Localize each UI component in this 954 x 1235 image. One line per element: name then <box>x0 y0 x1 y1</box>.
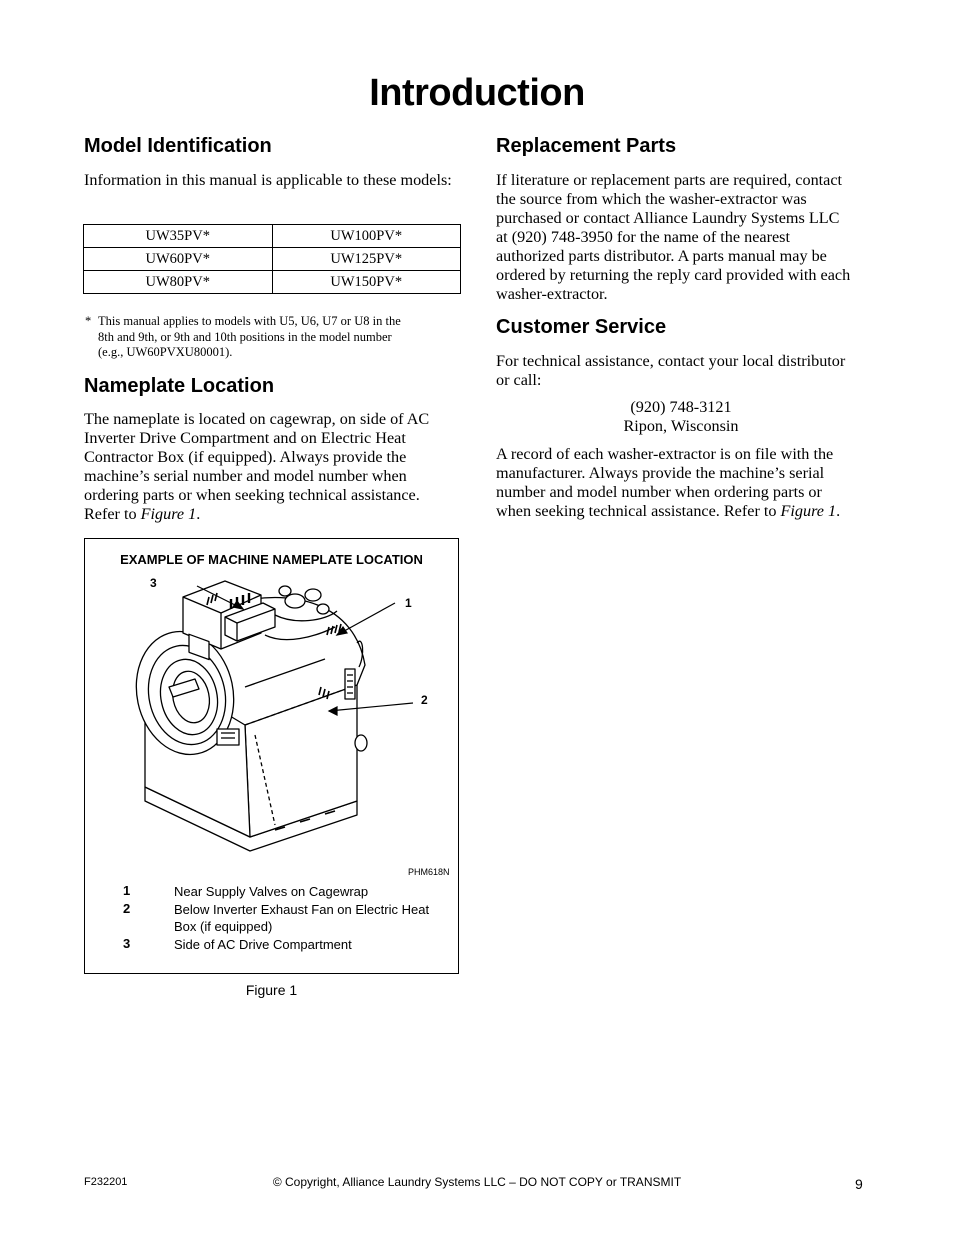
figure-caption: Figure 1 <box>245 982 298 998</box>
legend-number: 1 <box>123 883 131 898</box>
paragraph-line: at (920) 748-3950 for the name of the nearest <box>496 228 790 246</box>
nameplate-location-paragraph <box>84 410 459 524</box>
paragraph-line: The nameplate is located on cagewrap, on side of AC <box>84 410 430 428</box>
callout-1: 1 <box>405 596 412 610</box>
paragraph-line: Contractor Box (if equipped). Always provide the <box>84 448 407 466</box>
figure-reference: Figure 1 <box>140 505 197 523</box>
legend-number: 3 <box>123 936 131 951</box>
table-cell: UW80PV* <box>84 271 273 294</box>
legend-text-line: Below Inverter Exhaust Fan on Electric Heat <box>174 902 430 917</box>
paragraph-line <box>496 502 876 521</box>
paragraph-line: ordered by returning the reply card provided with each <box>496 266 851 284</box>
customer-service-intro <box>496 352 876 390</box>
paragraph-line: Inverter Drive Compartment and on Electric Heat <box>84 429 406 447</box>
table-row <box>84 248 461 271</box>
legend-text: Side of AC Drive Compartment <box>174 937 352 952</box>
customer-service-record <box>496 445 876 521</box>
paragraph-line: number and model number when ordering parts or <box>496 483 822 501</box>
model-identification-heading: Model Identification <box>84 135 272 157</box>
table-cell: UW150PV* <box>272 271 461 294</box>
refer-text: when seeking technical assistance. Refer to <box>496 502 781 520</box>
page-number: 9 <box>855 1176 863 1192</box>
footnote-line: 8th and 9th, or 9th and 10th positions in the model number <box>98 329 392 344</box>
paragraph-line: or call: <box>496 371 542 389</box>
table-cell: UW35PV* <box>84 225 273 248</box>
contact-location: Ripon, Wisconsin <box>623 417 739 435</box>
footnote-line: This manual applies to models with U5, U6, U7 or U8 in the <box>98 314 401 328</box>
legend-item <box>123 901 453 935</box>
replacement-parts-paragraph <box>496 171 876 304</box>
paragraph-line: ordering parts or when seeking technical assistance. <box>84 486 420 504</box>
paragraph-line: authorized parts distributor. A parts manual may be <box>496 247 827 265</box>
paragraph-line: washer-extractor. <box>496 285 608 303</box>
footnote-line: (e.g., UW60PVXU80001). <box>98 345 233 359</box>
table-row <box>84 225 461 248</box>
paragraph-line: For technical assistance, contact your local distributor <box>496 352 846 370</box>
paragraph-line: purchased or contact Alliance Laundry Systems LLC <box>496 209 840 227</box>
legend-text <box>174 901 429 935</box>
legend-number: 2 <box>123 901 131 916</box>
table-row <box>84 271 461 294</box>
model-identification-intro: Information in this manual is applicable to these models: <box>84 171 452 189</box>
doc-number: F232201 <box>84 1176 128 1188</box>
refer-text: Refer to <box>84 505 141 523</box>
paragraph-line <box>84 505 459 524</box>
table-cell: UW100PV* <box>272 225 461 248</box>
table-cell: UW60PV* <box>84 248 273 271</box>
figure-box <box>84 538 459 974</box>
paragraph-line: If literature or replacement parts are required, contact <box>496 171 843 189</box>
legend-item <box>123 936 453 953</box>
paragraph-line: the source from which the washer-extractor was <box>496 190 807 208</box>
nameplate-location-heading: Nameplate Location <box>84 375 275 397</box>
figure-reference: Figure 1 <box>780 502 837 520</box>
paragraph-line: manufacturer. Always provide the machine’s serial <box>496 464 825 482</box>
refer-suffix: . <box>196 505 201 523</box>
legend-item <box>123 883 453 900</box>
legend-text: Near Supply Valves on Cagewrap <box>174 884 369 899</box>
refer-suffix: . <box>836 502 841 520</box>
washer-extractor-illustration <box>125 575 445 861</box>
phone-number: (920) 748-3121 <box>630 398 732 416</box>
legend-text-line: Box (if equipped) <box>174 919 273 934</box>
footnote <box>98 314 458 361</box>
models-table <box>83 224 461 294</box>
table-cell: UW125PV* <box>272 248 461 271</box>
contact-block <box>496 398 866 436</box>
figure-code: PHM618N <box>408 867 450 877</box>
paragraph-line: machine’s serial number and model number when <box>84 467 407 485</box>
paragraph-line: A record of each washer-extractor is on file with the <box>496 445 834 463</box>
footnote-marker: * <box>85 314 92 328</box>
figure-legend <box>123 883 453 953</box>
callout-2: 2 <box>421 693 428 707</box>
callout-3: 3 <box>150 576 157 590</box>
copyright-notice: © Copyright, Alliance Laundry Systems LLC – DO NOT COPY or TRANSMIT <box>272 1175 682 1189</box>
page-title: Introduction <box>369 72 585 114</box>
figure-title: EXAMPLE OF MACHINE NAMEPLATE LOCATION <box>120 552 423 567</box>
replacement-parts-heading: Replacement Parts <box>496 135 677 157</box>
customer-service-heading: Customer Service <box>496 316 667 338</box>
